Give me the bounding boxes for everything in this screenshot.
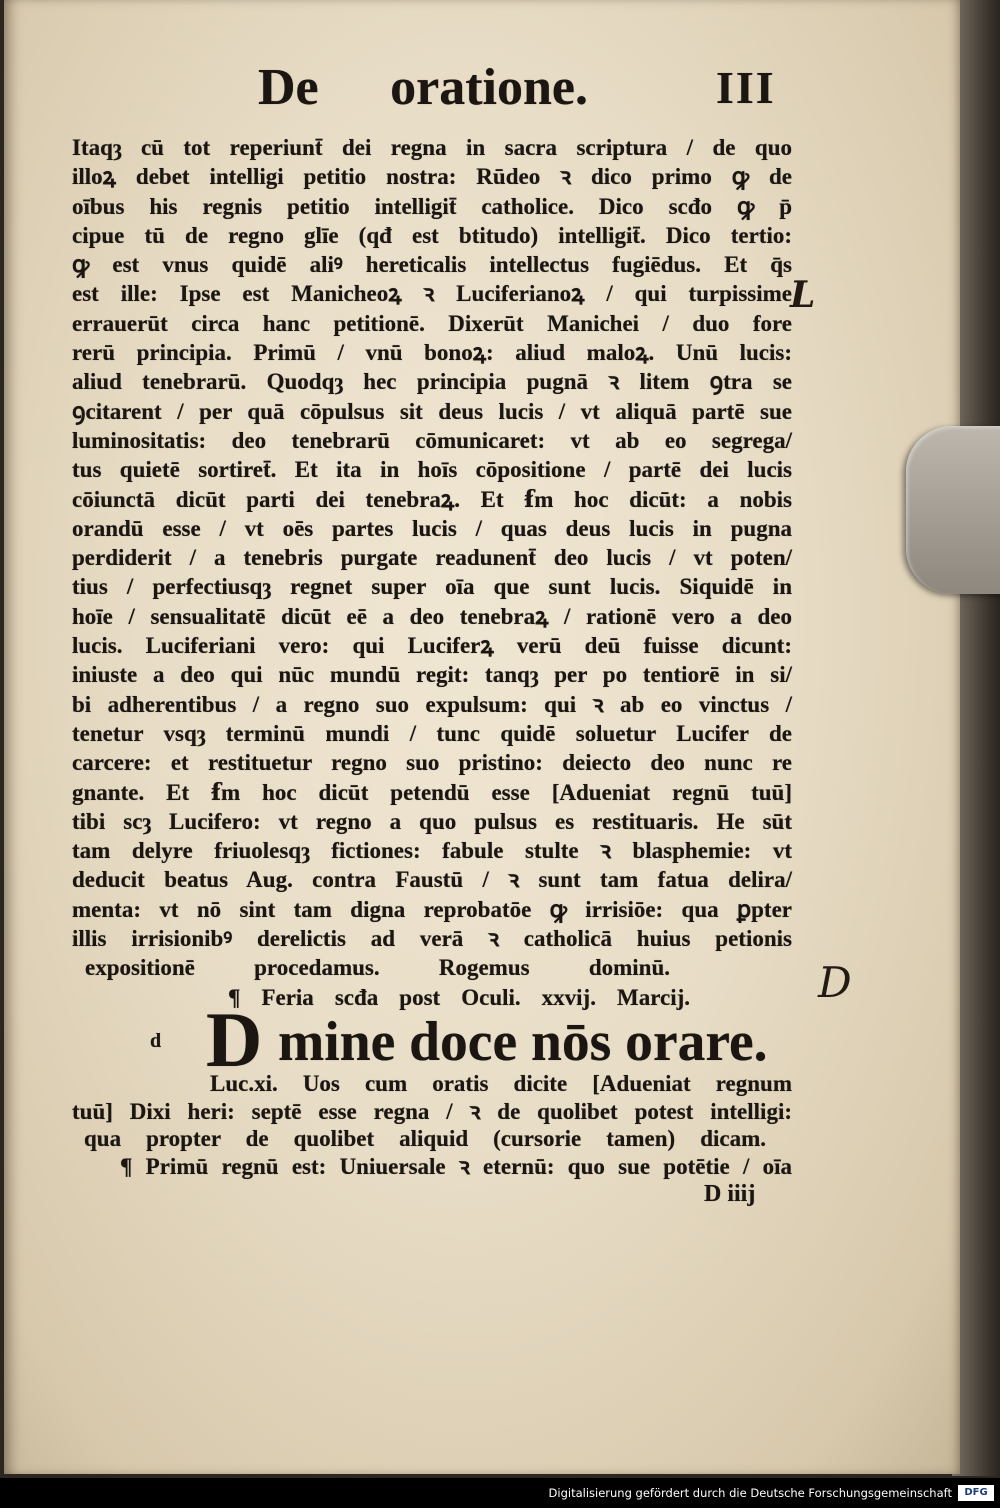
- text-line-paragraph-end: expositionē procedamus. Rogemus dominū.: [85, 955, 670, 981]
- text-line: cipue tū de regno glīe (qđ est btitudo) intelligit̄. Dico tertio:: [72, 222, 792, 248]
- text-line: tus quietē sortiret̄. Et ita in hoīs cōpositione / partē dei lucis: [72, 457, 792, 483]
- folio-number: III: [716, 62, 776, 113]
- text-line: ꝙ est vnus quidē aliꝰ hereticalis intellectus fugiēdus. Et q̄s: [72, 252, 792, 278]
- text-line: oībus his regnis petitio intelligit̄ catholice. Dico scđo ꝙ p̄: [72, 193, 792, 219]
- dfg-logo-icon: DFG: [958, 1485, 994, 1501]
- text-line: hoīe / sensualitatē dicūt eē a deo tenebraꝝ / rationē vero a deo: [72, 603, 792, 629]
- decorated-initial: D: [206, 996, 263, 1083]
- text-line: lucis. Luciferiani vero: qui Luciferꝝ verū deū fuisse dicunt:: [72, 633, 792, 659]
- marginal-note: L: [790, 274, 816, 316]
- text-line: tius / perfectiusqȝ regnet super oīa que sunt lucis. Siquidē in: [72, 574, 792, 600]
- text-line: qua propter de quolibet aliquid (cursorie tamen) dicam.: [84, 1126, 766, 1151]
- text-line: aliud tenebrarū. Quodqȝ hec principia pugnā ꝛ litem ꝯtra se: [72, 369, 792, 395]
- text-line: deducit beatus Aug. contra Faustū / ꝛ sunt tam fatua delira/: [72, 867, 792, 893]
- text-line: tuū] Dixi heri: septē esse regna / ꝛ de quolibet potest intelligi:: [72, 1098, 792, 1124]
- text-line: iniuste a deo qui nūc mundū regit: tanqȝ per po tentiorē in si/: [72, 662, 792, 688]
- text-line: carcere: et restituetur regno suo pristino: deiecto deo nunc re: [72, 750, 792, 776]
- text-line: gnante. Et ẜm hoc dicūt petendū esse [Adueniat regnū tuū]: [72, 779, 792, 805]
- text-line: errauerūt circa hanc petitionē. Dixerūt Manichei / duo fore: [72, 310, 792, 336]
- text-line: ¶ Primū regnū est: Uniuersale ꝛ eternū: quo sue potētie / oīa: [120, 1153, 792, 1179]
- text-line: tam delyre friuolesqȝ fictiones: fabule stulte ꝛ blasphemie: vt: [72, 838, 792, 864]
- funding-credit: Digitalisierung gefördert durch die Deutsche Forschungsgemeinschaft: [548, 1486, 952, 1500]
- text-block-section: [72, 1070, 792, 1180]
- rubric-line: ¶ Feria scđa post Oculi. xxvij. Marcij.: [228, 984, 690, 1010]
- text-line: menta: vt nō sint tam digna reprobatōe ꝙ irrisiōe: qua ꝑpter: [72, 896, 792, 922]
- text-line: rerū principia. Primū / vnū bonoꝝ: aliud maloꝝ. Unū lucis:: [72, 340, 792, 366]
- text-line: cōiunctā dicūt parti dei tenebraꝝ. Et ẜm hoc dicūt: a nobis: [72, 486, 792, 512]
- section-heading: mine doce nōs orare.: [278, 1011, 768, 1073]
- text-line: Luc.xi. Uos cum oratis dicite [Adueniat regnum: [210, 1071, 792, 1096]
- digitization-footer: [0, 1478, 1000, 1508]
- text-line: illoꝝ debet intelligi petitio nostra: Rūdeo ꝛ dico primo ꝙ de: [72, 164, 792, 190]
- text-block-main: [72, 133, 792, 1012]
- text-line: orandū esse / vt oēs partes lucis / quas deus lucis in pugna: [72, 515, 792, 541]
- book-clasp: [906, 426, 1000, 594]
- text-line: luminositatis: deo tenebrarū cōmunicaret: vt ab eo segrega/: [72, 427, 792, 453]
- guide-letter: d: [150, 1030, 162, 1052]
- marginal-note: D: [818, 958, 852, 1007]
- text-line: Itaqȝ cū tot reperiunt̄ dei regna in sacra scriptura / de quo: [72, 135, 792, 160]
- text-line: illis irrisionibꝰ derelictis ad verā ꝛ catholicā huius petionis: [72, 926, 792, 952]
- text-line: tenetur vsqȝ terminū mundi / tunc quidē soluetur Lucifer de: [72, 720, 792, 746]
- signature-mark: D iiij: [704, 1181, 756, 1207]
- running-head: De oratione.: [258, 59, 588, 116]
- text-line: perdiderit / a tenebris purgate readunent̄ deo lucis / vt poten/: [72, 545, 792, 571]
- text-line: ꝯcitarent / per quā cōpulsus sit deus lucis / vt aliquā partē sue: [72, 398, 792, 424]
- text-line: est ille: Ipse est Manicheoꝝ ꝛ Luciferianoꝝ / qui turpissime: [72, 281, 792, 307]
- text-line: bi adherentibus / a regno suo expulsum: qui ꝛ ab eo vinctus /: [72, 691, 792, 717]
- text-line: tibi scȝ Lucifero: vt regno a quo pulsus es restituaris. He sūt: [72, 808, 792, 834]
